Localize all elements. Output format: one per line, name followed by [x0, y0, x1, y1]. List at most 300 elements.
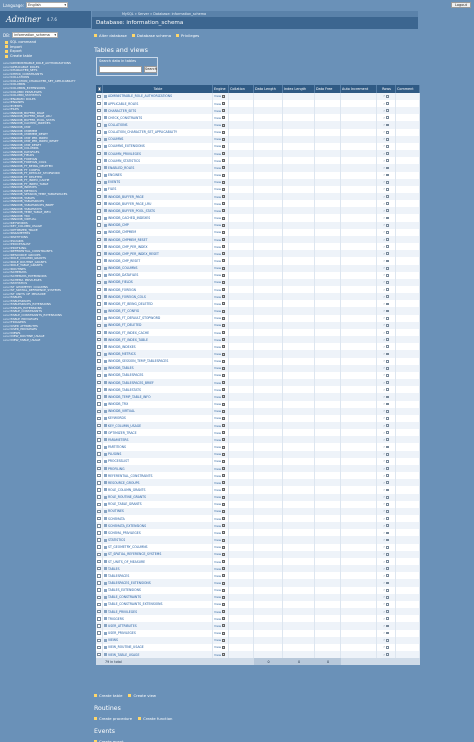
row-checkbox[interactable] [97, 524, 101, 528]
sidebar-table-name[interactable]: TRIGGERS [11, 320, 26, 324]
rows-edit-icon[interactable] [386, 324, 389, 327]
row-checkbox[interactable] [97, 288, 101, 292]
table-name-link[interactable]: TABLE_CONSTRAINTS_EXTENSIONS [108, 602, 163, 607]
rows-edit-icon[interactable] [386, 574, 389, 577]
row-checkbox[interactable] [97, 631, 101, 635]
table-name-link[interactable]: INNODB_COLUMNS [108, 266, 138, 271]
rows-edit-icon[interactable] [386, 288, 389, 291]
sidebar-table-name[interactable]: TABLESPACES_EXTENSIONS [11, 302, 51, 307]
sidebar-select-link[interactable]: select [3, 164, 12, 168]
rows-edit-icon[interactable] [386, 195, 389, 198]
table-name-link[interactable]: USER_PRIVILEGES [108, 631, 136, 636]
sidebar-select-link[interactable]: select [3, 330, 12, 335]
sidebar-table-name[interactable]: ROLE_ROUTINE_GRANTS [11, 260, 47, 264]
table-name-link[interactable]: INNODB_METRICS [108, 352, 136, 356]
sidebar-select-link[interactable]: select [3, 150, 12, 154]
sidebar-table-name[interactable]: ROLE_COLUMN_GRANTS [11, 256, 47, 260]
row-checkbox[interactable] [97, 488, 101, 492]
row-checkbox[interactable] [97, 223, 101, 227]
row-checkbox[interactable] [97, 395, 101, 399]
sidebar-table-name[interactable]: ENABLED_ROLES [11, 96, 36, 101]
row-checkbox[interactable] [97, 646, 101, 650]
sidebar-table-name[interactable]: ST_SPATIAL_REFERENCE_SYSTEMS [11, 288, 61, 292]
sidebar-select-link[interactable]: select [3, 274, 12, 278]
table-name-link[interactable]: INNODB_FT_DELETED [108, 323, 142, 328]
table-name-link[interactable]: TABLE_CONSTRAINTS [108, 595, 142, 600]
sidebar-select-link[interactable]: select [3, 210, 12, 214]
row-checkbox[interactable] [97, 510, 101, 514]
rows-edit-icon[interactable] [386, 546, 389, 549]
table-name-link[interactable]: INNODB_DATAFILES [108, 273, 139, 278]
sidebar-table-name[interactable]: USER_ATTRIBUTES [11, 323, 38, 328]
row-checkbox[interactable] [97, 367, 101, 371]
sidebar-select-link[interactable]: select [3, 299, 12, 303]
routine-link-1[interactable] [138, 716, 172, 721]
sidebar-table-name[interactable]: RESOURCE_GROUPS [11, 252, 41, 257]
rows-edit-icon[interactable] [386, 560, 389, 563]
table-name-link[interactable]: CHARACTER_SETS [108, 108, 137, 113]
rows-edit-icon[interactable] [386, 274, 389, 277]
row-checkbox[interactable] [97, 531, 101, 535]
sidebar-select-link[interactable]: select [3, 111, 12, 115]
sidebar-table-name[interactable]: PROCESSLIST [11, 242, 31, 246]
logout-button[interactable]: Logout [451, 2, 471, 8]
action-0[interactable] [94, 33, 127, 38]
sidebar-table-name[interactable]: KEYWORDS [11, 220, 28, 225]
sidebar-table-name[interactable]: KEY_COLUMN_USAGE [11, 224, 42, 229]
row-checkbox[interactable] [97, 374, 101, 378]
sidebar-table-name[interactable]: VIEW_TABLE_USAGE [11, 338, 41, 342]
row-checkbox[interactable] [97, 410, 101, 414]
sidebar-table-name[interactable]: TABLESPACES [11, 299, 31, 303]
rows-edit-icon[interactable] [386, 310, 389, 313]
row-checkbox[interactable] [97, 545, 101, 549]
rows-edit-icon[interactable] [386, 331, 389, 334]
sidebar-select-link[interactable]: select [3, 199, 12, 204]
row-checkbox[interactable] [97, 266, 101, 270]
action-1[interactable] [132, 33, 171, 38]
rows-edit-icon[interactable] [386, 582, 389, 585]
rows-edit-icon[interactable] [386, 481, 389, 484]
table-name-link[interactable]: VIEW_TABLE_USAGE [108, 652, 140, 657]
rows-edit-icon[interactable] [386, 632, 389, 635]
header-comment[interactable]: Comment [396, 85, 420, 93]
row-checkbox[interactable] [97, 588, 101, 592]
sidebar-select-link[interactable]: select [3, 135, 12, 140]
sidebar-table-name[interactable]: INNODB_INDEXES [11, 185, 37, 190]
sidebar-select-link[interactable]: select [3, 86, 12, 90]
rows-edit-icon[interactable] [386, 610, 389, 613]
table-name-link[interactable]: PARTITIONS [108, 445, 127, 450]
sidebar-table-name[interactable]: INNODB_CMP_PER_INDEX_RESET [11, 139, 59, 143]
row-checkbox[interactable] [97, 166, 101, 170]
sidebar-select-link[interactable]: select [3, 121, 12, 126]
row-checkbox[interactable] [97, 345, 101, 349]
sidebar-select-link[interactable]: select [3, 270, 12, 275]
row-checkbox[interactable] [97, 560, 101, 564]
sidebar-select-link[interactable]: select [3, 142, 12, 147]
table-name-link[interactable]: INNODB_CMP [108, 223, 129, 228]
sidebar-select-link[interactable]: select [3, 89, 12, 94]
sidebar-select-link[interactable]: select [3, 306, 12, 310]
rows-edit-icon[interactable] [386, 424, 389, 427]
sidebar-table-name[interactable]: CHECK_CONSTRAINTS [11, 72, 43, 76]
sidebar-select-link[interactable]: select [3, 245, 12, 250]
row-checkbox[interactable] [97, 495, 101, 499]
sidebar-table-item[interactable] [3, 338, 91, 342]
row-checkbox[interactable] [97, 188, 101, 192]
app-name[interactable]: Adminer [6, 15, 41, 24]
sidebar-select-link[interactable]: select [3, 316, 12, 321]
sidebar-select-link[interactable]: select [3, 178, 12, 182]
sidebar-table-name[interactable]: INNODB_FT_DELETED [11, 174, 43, 179]
row-checkbox[interactable] [97, 553, 101, 557]
rows-edit-icon[interactable] [386, 217, 389, 220]
rows-edit-icon[interactable] [386, 567, 389, 570]
table-name-link[interactable]: ST_UNITS_OF_MEASURE [108, 559, 146, 564]
sidebar-table-name[interactable]: INNODB_CACHED_INDEXES [11, 121, 51, 126]
table-name-link[interactable]: ROLE_TABLE_GRANTS [108, 502, 142, 507]
sidebar-table-name[interactable]: SCHEMATA [11, 270, 27, 275]
sidebar-table-name[interactable]: ADMINISTRABLE_ROLE_AUTHORIZATIONS [11, 61, 71, 65]
sidebar-select-link[interactable]: select [3, 235, 12, 239]
sidebar-select-link[interactable]: select [3, 256, 12, 260]
rows-edit-icon[interactable] [386, 245, 389, 248]
sidebar-select-link[interactable]: select [3, 160, 12, 165]
sidebar-select-link[interactable]: select [3, 185, 12, 190]
sidebar-table-name[interactable]: INNODB_BUFFER_PAGE [11, 111, 45, 115]
action-2[interactable] [176, 33, 199, 38]
rows-edit-icon[interactable] [386, 603, 389, 606]
sidebar-select-link[interactable]: select [3, 302, 12, 307]
row-checkbox[interactable] [97, 245, 101, 249]
table-name-link[interactable]: ROLE_COLUMN_GRANTS [108, 487, 146, 492]
sidebar-select-link[interactable]: select [3, 291, 12, 296]
table-name-link[interactable]: OPTIMIZER_TRACE [108, 430, 137, 435]
sidebar-table-name[interactable]: FILES [11, 107, 19, 112]
table-name-link[interactable]: COLUMNS_EXTENSIONS [108, 144, 145, 149]
row-checkbox[interactable] [97, 195, 101, 199]
sidebar-table-name[interactable]: TABLE_PRIVILEGES [11, 316, 39, 321]
sidebar-table-name[interactable]: INNODB_TRX [11, 213, 30, 218]
table-name-link[interactable]: INNODB_BUFFER_POOL_STATS [108, 208, 155, 213]
sidebar-table-name[interactable]: PARTITIONS [11, 235, 28, 239]
row-checkbox[interactable] [97, 159, 101, 163]
sidebar-table-name[interactable]: OPTIMIZER_TRACE [11, 228, 38, 232]
table-name-link[interactable]: RESOURCE_GROUPS [108, 480, 140, 485]
sidebar-table-name[interactable]: ST_GEOMETRY_COLUMNS [11, 284, 48, 289]
sidebar-table-name[interactable]: VIEW_ROUTINE_USAGE [11, 334, 45, 339]
sidebar-select-link[interactable]: select [3, 217, 12, 221]
rows-edit-icon[interactable] [386, 138, 389, 141]
row-checkbox[interactable] [97, 302, 101, 306]
sidebar-select-link[interactable]: select [3, 323, 12, 328]
row-checkbox[interactable] [97, 338, 101, 342]
sidebar-table-name[interactable]: SCHEMATA_EXTENSIONS [11, 274, 47, 278]
row-checkbox[interactable] [97, 274, 101, 278]
table-name-link[interactable]: VIEWS [108, 638, 119, 643]
sidebar-select-link[interactable]: select [3, 72, 12, 76]
rows-edit-icon[interactable] [386, 553, 389, 556]
rows-edit-icon[interactable] [386, 431, 389, 434]
header-table[interactable]: Table [103, 85, 213, 93]
rows-edit-icon[interactable] [386, 360, 389, 363]
rows-edit-icon[interactable] [386, 438, 389, 441]
rows-edit-icon[interactable] [386, 109, 389, 112]
sidebar-select-link[interactable]: select [3, 249, 12, 253]
sidebar-table-name[interactable]: COLUMN_PRIVILEGES [11, 89, 42, 94]
sidebar-select-link[interactable]: select [3, 128, 12, 133]
sidebar-table-name[interactable]: INNODB_FIELDS [11, 153, 35, 158]
row-checkbox[interactable] [97, 173, 101, 177]
breadcrumb[interactable]: MySQL » Server » Database: information_schema [92, 11, 418, 17]
table-name-link[interactable]: ENABLED_ROLES [108, 165, 135, 170]
table-name-link[interactable]: TABLES [108, 566, 120, 571]
table-create-link-0[interactable] [94, 693, 122, 698]
rows-edit-icon[interactable] [386, 639, 389, 642]
header-data-length[interactable]: Data Length [254, 85, 283, 93]
header-engine[interactable]: Engine [213, 85, 229, 93]
sidebar-select-link[interactable]: select [3, 174, 12, 179]
table-name-link[interactable]: INNODB_TABLESPACES_BRIEF [108, 380, 154, 385]
sidebar-select-link[interactable]: select [3, 260, 12, 264]
sidebar-select-link[interactable]: select [3, 192, 12, 197]
row-checkbox[interactable] [97, 130, 101, 134]
sidebar-select-link[interactable]: select [3, 118, 12, 122]
rows-edit-icon[interactable] [386, 159, 389, 162]
table-name-link[interactable]: INNODB_TRX [108, 402, 129, 407]
sidebar-table-name[interactable]: COLUMNS_EXTENSIONS [11, 86, 46, 90]
sidebar-table-name[interactable]: INNODB_FT_BEING_DELETED [11, 164, 53, 168]
rows-edit-icon[interactable] [386, 95, 389, 98]
sidebar-select-link[interactable]: select [3, 288, 12, 292]
rows-edit-icon[interactable] [386, 188, 389, 191]
search-input[interactable] [99, 66, 142, 73]
rows-edit-icon[interactable] [386, 539, 389, 542]
row-checkbox[interactable] [97, 452, 101, 456]
row-checkbox[interactable] [97, 381, 101, 385]
sidebar-table-name[interactable]: COLUMN_STATISTICS [11, 93, 42, 97]
sidebar-table-name[interactable]: INNODB_FOREIGN_COLS [11, 160, 47, 165]
sidebar-table-name[interactable]: INNODB_CMP_PER_INDEX [11, 135, 48, 140]
rows-edit-icon[interactable] [386, 353, 389, 356]
sidebar-table-name[interactable]: PROFILING [11, 245, 27, 250]
sidebar-select-link[interactable]: select [3, 284, 12, 289]
sidebar-table-name[interactable]: INNODB_METRICS [11, 189, 37, 193]
sidebar-select-link[interactable]: select [3, 96, 12, 101]
search-button[interactable]: Search [145, 67, 158, 71]
sidebar-table-name[interactable]: ST_UNITS_OF_MEASURE [11, 291, 46, 296]
row-checkbox[interactable] [97, 603, 101, 607]
header-auto-increment[interactable]: Auto Increment [341, 85, 377, 93]
table-create-link-1[interactable] [128, 693, 156, 698]
sidebar-select-link[interactable]: select [3, 75, 12, 80]
table-name-link[interactable]: INNODB_FT_INDEX_TABLE [108, 337, 148, 342]
row-checkbox[interactable] [97, 610, 101, 614]
rows-edit-icon[interactable] [386, 374, 389, 377]
sidebar-table-name[interactable]: INNODB_CMPMEM_RESET [11, 132, 48, 136]
sidebar-link-3[interactable] [0, 54, 91, 59]
row-checkbox[interactable] [97, 95, 101, 99]
rows-edit-icon[interactable] [386, 403, 389, 406]
sidebar-select-link[interactable]: select [3, 238, 12, 243]
row-checkbox[interactable] [97, 352, 101, 356]
table-name-link[interactable]: INNODB_CMP_PER_INDEX_RESET [108, 251, 159, 256]
table-name-link[interactable]: INNODB_TEMP_TABLE_INFO [108, 394, 151, 399]
sidebar-table-name[interactable]: INNODB_FT_INDEX_TABLE [11, 181, 49, 186]
rows-edit-icon[interactable] [386, 410, 389, 413]
rows-edit-icon[interactable] [386, 181, 389, 184]
row-checkbox[interactable] [97, 474, 101, 478]
sidebar-select-link[interactable]: select [3, 93, 12, 97]
table-name-link[interactable]: INNODB_FT_CONFIG [108, 309, 140, 314]
rows-edit-icon[interactable] [386, 446, 389, 449]
sidebar-table-name[interactable]: ROLE_TABLE_GRANTS [11, 263, 43, 268]
sidebar-table-name[interactable]: PLUGINS [11, 238, 24, 243]
table-name-link[interactable]: FILES [108, 187, 117, 192]
table-name-link[interactable]: STATISTICS [108, 538, 126, 543]
sidebar-table-name[interactable]: PARAMETERS [11, 231, 31, 236]
sidebar-select-link[interactable]: select [3, 263, 12, 268]
row-checkbox[interactable] [97, 538, 101, 542]
row-checkbox[interactable] [97, 596, 101, 600]
sidebar-table-name[interactable]: TABLES [11, 295, 22, 300]
table-name-link[interactable]: KEYWORDS [108, 416, 126, 421]
rows-edit-icon[interactable] [386, 489, 389, 492]
sidebar-table-name[interactable]: ROUTINES [11, 267, 26, 271]
sidebar-select-link[interactable]: select [3, 313, 12, 317]
sidebar-select-link[interactable]: select [3, 146, 12, 151]
table-name-link[interactable]: INNODB_CMPMEM [108, 230, 137, 235]
table-name-link[interactable]: REFERENTIAL_CONSTRAINTS [108, 473, 153, 478]
table-name-link[interactable]: INNODB_TABLESTATS [108, 387, 141, 392]
table-name-link[interactable]: INNODB_BUFFER_PAGE [108, 194, 144, 199]
sidebar-select-link[interactable]: select [3, 213, 12, 218]
sidebar-select-link[interactable]: select [3, 181, 12, 186]
sidebar-table-name[interactable]: REFERENTIAL_CONSTRAINTS [11, 249, 53, 253]
row-checkbox[interactable] [97, 624, 101, 628]
row-checkbox[interactable] [97, 467, 101, 471]
sidebar-table-name[interactable]: USER_PRIVILEGES [11, 327, 38, 331]
row-checkbox[interactable] [97, 460, 101, 464]
sidebar-table-name[interactable]: INNODB_TABLESTATS [11, 206, 42, 211]
row-checkbox[interactable] [97, 388, 101, 392]
row-checkbox[interactable] [97, 281, 101, 285]
sidebar-table-name[interactable]: INNODB_FT_DEFAULT_STOPWORD [11, 171, 60, 175]
sidebar-table-name[interactable]: INNODB_TABLES [11, 196, 35, 200]
table-name-link[interactable]: INNODB_FT_BEING_DELETED [108, 301, 153, 306]
sidebar-select-link[interactable]: select [3, 68, 12, 73]
table-name-link[interactable]: TABLESPACES_EXTENSIONS [108, 581, 151, 585]
row-checkbox[interactable] [97, 116, 101, 120]
sidebar-table-name[interactable]: INNODB_BUFFER_POOL_STATS [11, 118, 55, 122]
row-checkbox[interactable] [97, 145, 101, 149]
table-name-link[interactable]: PLUGINS [108, 452, 122, 457]
header-index-length[interactable]: Index Length [283, 85, 315, 93]
table-name-link[interactable]: INNODB_BUFFER_PAGE_LRU [108, 201, 152, 206]
table-name-link[interactable]: COLLATIONS [108, 123, 128, 127]
rows-edit-icon[interactable] [386, 503, 389, 506]
table-name-link[interactable]: PROCESSLIST [108, 459, 129, 464]
row-checkbox[interactable] [97, 209, 101, 213]
row-checkbox[interactable] [97, 102, 101, 106]
sidebar-select-link[interactable]: select [3, 206, 12, 211]
rows-edit-icon[interactable] [386, 417, 389, 420]
rows-edit-icon[interactable] [386, 167, 389, 170]
row-checkbox[interactable] [97, 639, 101, 643]
sidebar-select-link[interactable]: select [3, 295, 12, 300]
rows-edit-icon[interactable] [386, 524, 389, 527]
table-name-link[interactable]: SCHEMATA_EXTENSIONS [108, 523, 147, 528]
table-name-link[interactable]: INNODB_TABLES [108, 366, 134, 371]
sidebar-select-link[interactable]: select [3, 320, 12, 324]
table-name-link[interactable]: INNODB_FOREIGN [108, 287, 136, 292]
table-name-link[interactable]: APPLICABLE_ROLES [108, 101, 139, 106]
sidebar-table-name[interactable]: INNODB_CMPMEM [11, 128, 38, 133]
rows-edit-icon[interactable] [386, 496, 389, 499]
sidebar-table-name[interactable]: INNODB_TABLESPACES [11, 199, 45, 204]
row-checkbox[interactable] [97, 402, 101, 406]
sidebar-select-link[interactable]: select [3, 309, 12, 314]
sidebar-select-link[interactable]: select [3, 231, 12, 236]
table-name-link[interactable]: ENGINES [108, 173, 122, 178]
rows-edit-icon[interactable] [386, 510, 389, 513]
rows-edit-icon[interactable] [386, 345, 389, 348]
table-name-link[interactable]: ROLE_ROUTINE_GRANTS [108, 495, 146, 500]
row-checkbox[interactable] [97, 567, 101, 571]
row-checkbox[interactable] [97, 202, 101, 206]
sidebar-select-link[interactable]: select [3, 79, 12, 83]
sidebar-table-name[interactable]: APPLICABLE_ROLES [11, 64, 40, 69]
rows-edit-icon[interactable] [386, 131, 389, 134]
row-checkbox[interactable] [97, 138, 101, 142]
table-name-link[interactable]: INNODB_CACHED_INDEXES [108, 216, 151, 221]
table-name-link[interactable]: INNODB_CMPMEM_RESET [108, 237, 148, 242]
row-checkbox[interactable] [97, 617, 101, 621]
rows-edit-icon[interactable] [386, 295, 389, 298]
rows-edit-icon[interactable] [386, 396, 389, 399]
sidebar-select-link[interactable]: select [3, 196, 12, 200]
rows-edit-icon[interactable] [386, 589, 389, 592]
rows-edit-icon[interactable] [386, 625, 389, 628]
row-checkbox[interactable] [97, 324, 101, 328]
row-checkbox[interactable] [97, 259, 101, 263]
rows-edit-icon[interactable] [386, 617, 389, 620]
sidebar-select-link[interactable]: select [3, 220, 12, 225]
rows-edit-icon[interactable] [386, 338, 389, 341]
row-checkbox[interactable] [97, 431, 101, 435]
rows-edit-icon[interactable] [386, 317, 389, 320]
table-name-link[interactable]: INNODB_INDEXES [108, 344, 136, 349]
table-name-link[interactable]: INNODB_CMP_RESET [108, 258, 141, 263]
table-name-link[interactable]: COLLATION_CHARACTER_SET_APPLICABILITY [108, 130, 178, 135]
table-name-link[interactable]: KEY_COLUMN_USAGE [108, 423, 142, 428]
sidebar-table-name[interactable]: TABLES_EXTENSIONS [11, 306, 42, 310]
table-name-link[interactable]: PROFILING [108, 466, 125, 471]
sidebar-select-link[interactable]: select [3, 228, 12, 232]
sidebar-table-name[interactable]: CHARACTER_SETS [11, 68, 38, 73]
rows-edit-icon[interactable] [386, 174, 389, 177]
routine-link-0[interactable] [94, 716, 132, 721]
sidebar-table-name[interactable]: TABLE_CONSTRAINTS_EXTENSIONS [11, 313, 62, 317]
row-checkbox[interactable] [97, 417, 101, 421]
sidebar-select-link[interactable]: select [3, 203, 12, 207]
header-rows[interactable]: Rows [377, 85, 396, 93]
rows-edit-icon[interactable] [386, 238, 389, 241]
table-name-link[interactable]: INNODB_VIRTUAL [108, 409, 135, 414]
table-name-link[interactable]: ST_GEOMETRY_COLUMNS [108, 545, 148, 550]
sidebar-table-name[interactable]: COLUMNS [11, 82, 26, 87]
